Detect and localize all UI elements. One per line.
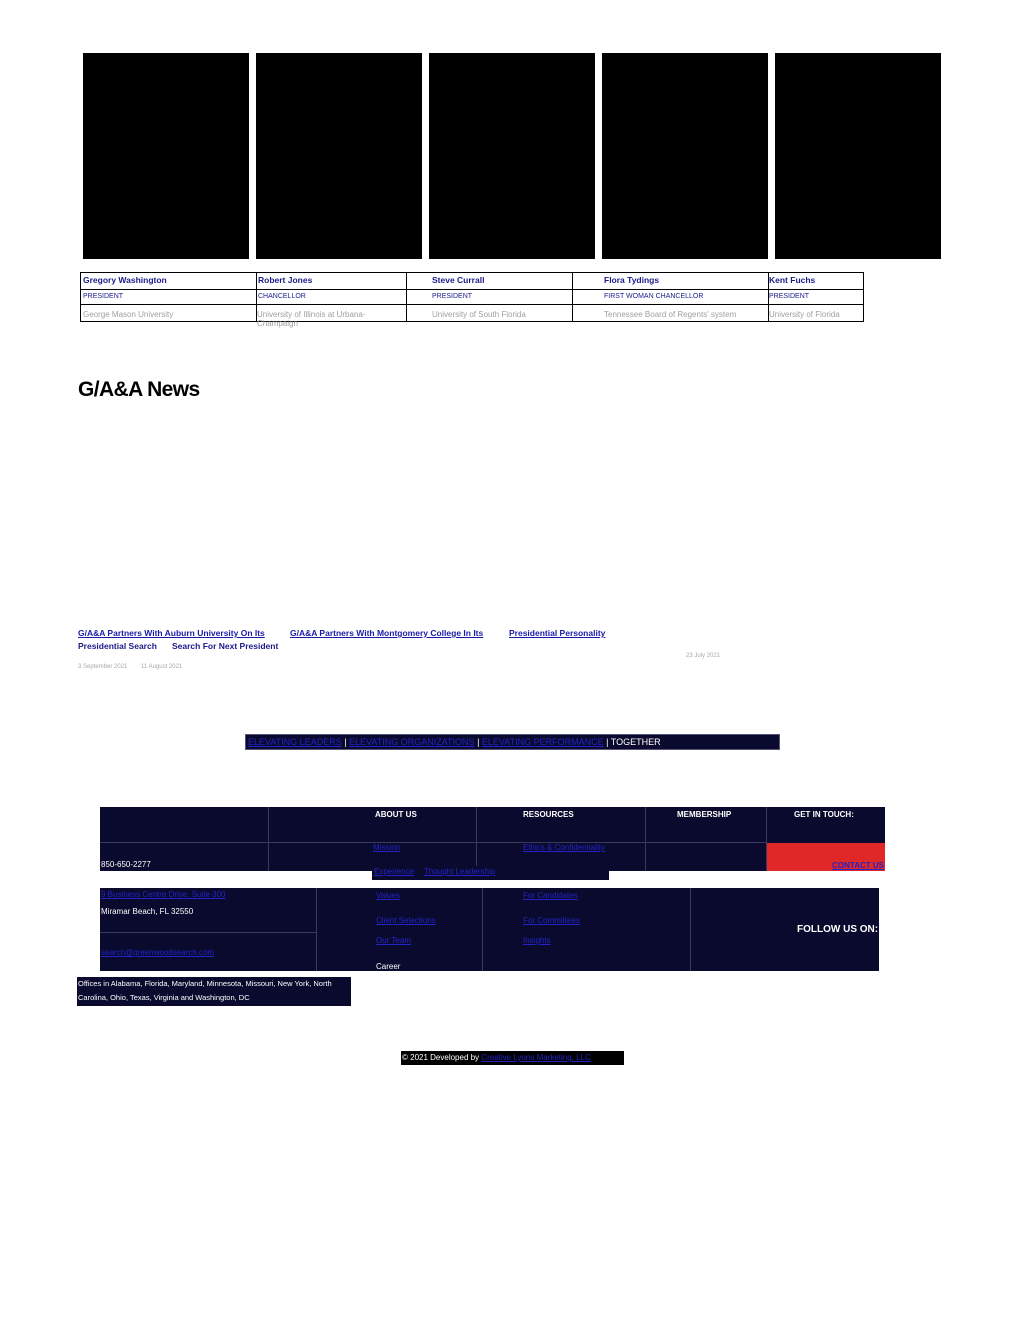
footer-heading-resources: RESOURCES [523, 810, 574, 819]
developer-link[interactable]: Creative Lyons Marketing, LLC [481, 1053, 591, 1062]
footer-link-values[interactable]: Values [376, 891, 400, 900]
copyright-bar [401, 1051, 624, 1065]
footer-link-candidates[interactable]: For Candidates [523, 891, 578, 900]
tagline-separator: | [603, 737, 611, 747]
leader-institution: University of Illinois at Urbana-Champaign [257, 310, 366, 328]
leader-institution: University of Florida [769, 310, 840, 319]
footer-divider [316, 888, 317, 971]
article-link[interactable]: Presidential Personality [509, 628, 606, 638]
footer-info [100, 888, 879, 971]
footer-address-link[interactable]: 9 Business Centre Drive, Suite 300 [101, 890, 226, 899]
leader-institution: George Mason University [83, 310, 174, 319]
footer-divider [482, 888, 483, 971]
tagline-link[interactable]: ELEVATING LEADERS [248, 737, 342, 747]
leader-photo [429, 53, 595, 259]
article-link[interactable]: Search For Next President [172, 641, 279, 651]
contact-us-button[interactable] [767, 843, 885, 871]
footer-link-our-team[interactable]: Our Team [376, 936, 411, 945]
leader-title: PRESIDENT [83, 293, 124, 300]
contact-us-label: CONTACT US [832, 861, 884, 870]
footer-link-client-selections[interactable]: Client Selections [376, 916, 436, 925]
copyright-text: © 2021 Developed by [402, 1053, 480, 1062]
footer-address: Miramar Beach, FL 32550 [101, 907, 194, 916]
article-date: 11 August 2021 [141, 664, 183, 670]
footer-divider [690, 888, 691, 971]
leader-photo [83, 53, 249, 259]
footer-heading-membership: MEMBERSHIP [677, 810, 732, 819]
footer-divider [100, 842, 767, 843]
leader-name: Steve Currall [432, 275, 485, 285]
news-heading: G/A&A News [78, 378, 200, 401]
leader-name: Gregory Washington [83, 275, 167, 285]
tagline-link[interactable]: ELEVATING ORGANIZATIONS [349, 737, 475, 747]
footer-phone: 850-650-2277 [101, 860, 151, 869]
leader-title: CHANCELLOR [258, 293, 306, 300]
table-divider [81, 289, 863, 290]
article-date: 23 July 2021 [686, 653, 721, 659]
footer-link-committees[interactable]: For Committees [523, 916, 580, 925]
footer-link-ethics[interactable]: Ethics & Confidentiality [523, 843, 605, 852]
table-divider [406, 273, 407, 321]
footer-heading-contact: GET IN TOUCH: [794, 810, 854, 819]
leader-institution: Tennessee Board of Regents' system [604, 310, 737, 319]
tagline-bar [245, 734, 780, 750]
footer-divider [645, 807, 646, 871]
table-divider [81, 304, 863, 305]
leader-photo [256, 53, 422, 259]
follow-us-label: FOLLOW US ON: [797, 924, 879, 935]
tagline-text: TOGETHER [610, 737, 661, 747]
leader-title: FIRST WOMAN CHANCELLOR [604, 293, 704, 300]
footer-link-mission[interactable]: Mission [373, 843, 401, 852]
tagline-separator: | [341, 737, 350, 747]
tagline-separator: | [474, 737, 482, 747]
footer-heading-about: ABOUT US [375, 810, 417, 819]
leader-name: Flora Tydings [604, 275, 660, 285]
footer-divider [476, 807, 477, 871]
leader-name: Kent Fuchs [769, 275, 816, 285]
offices-text: Offices in Alabama, Florida, Maryland, Minnesota, Missouri, New York, North Carolina, Ohio, Texas, Virginia and Washington, DC [77, 977, 351, 1006]
leader-photo [775, 53, 941, 259]
footer-email-link[interactable]: search@greenwoodsearch.com [101, 948, 215, 957]
footer-link-experience[interactable]: Experience [374, 867, 415, 876]
table-divider [572, 273, 573, 321]
article-link[interactable]: G/A&A Partners With Auburn University On Its [78, 628, 265, 638]
article-date: 3 September 2021 [78, 664, 128, 670]
leader-photo [602, 53, 768, 259]
article-link[interactable]: G/A&A Partners With Montgomery College In Its [290, 628, 484, 638]
footer-link-thought-leadership[interactable]: Thought Leadership [424, 867, 496, 876]
tagline-link[interactable]: ELEVATING PERFORMANCE [481, 737, 604, 747]
footer-link-career[interactable]: Career [376, 962, 401, 971]
leaders-table [80, 272, 864, 328]
leader-title: PRESIDENT [432, 293, 473, 300]
footer-divider [268, 807, 269, 871]
leader-title: PRESIDENT [769, 293, 810, 300]
leader-institution: University of South Florida [432, 310, 526, 319]
footer-link-insights[interactable]: Insights [523, 936, 551, 945]
footer-divider [100, 932, 316, 933]
article-link[interactable]: Presidential Search [78, 641, 157, 651]
leader-name: Robert Jones [258, 275, 313, 285]
